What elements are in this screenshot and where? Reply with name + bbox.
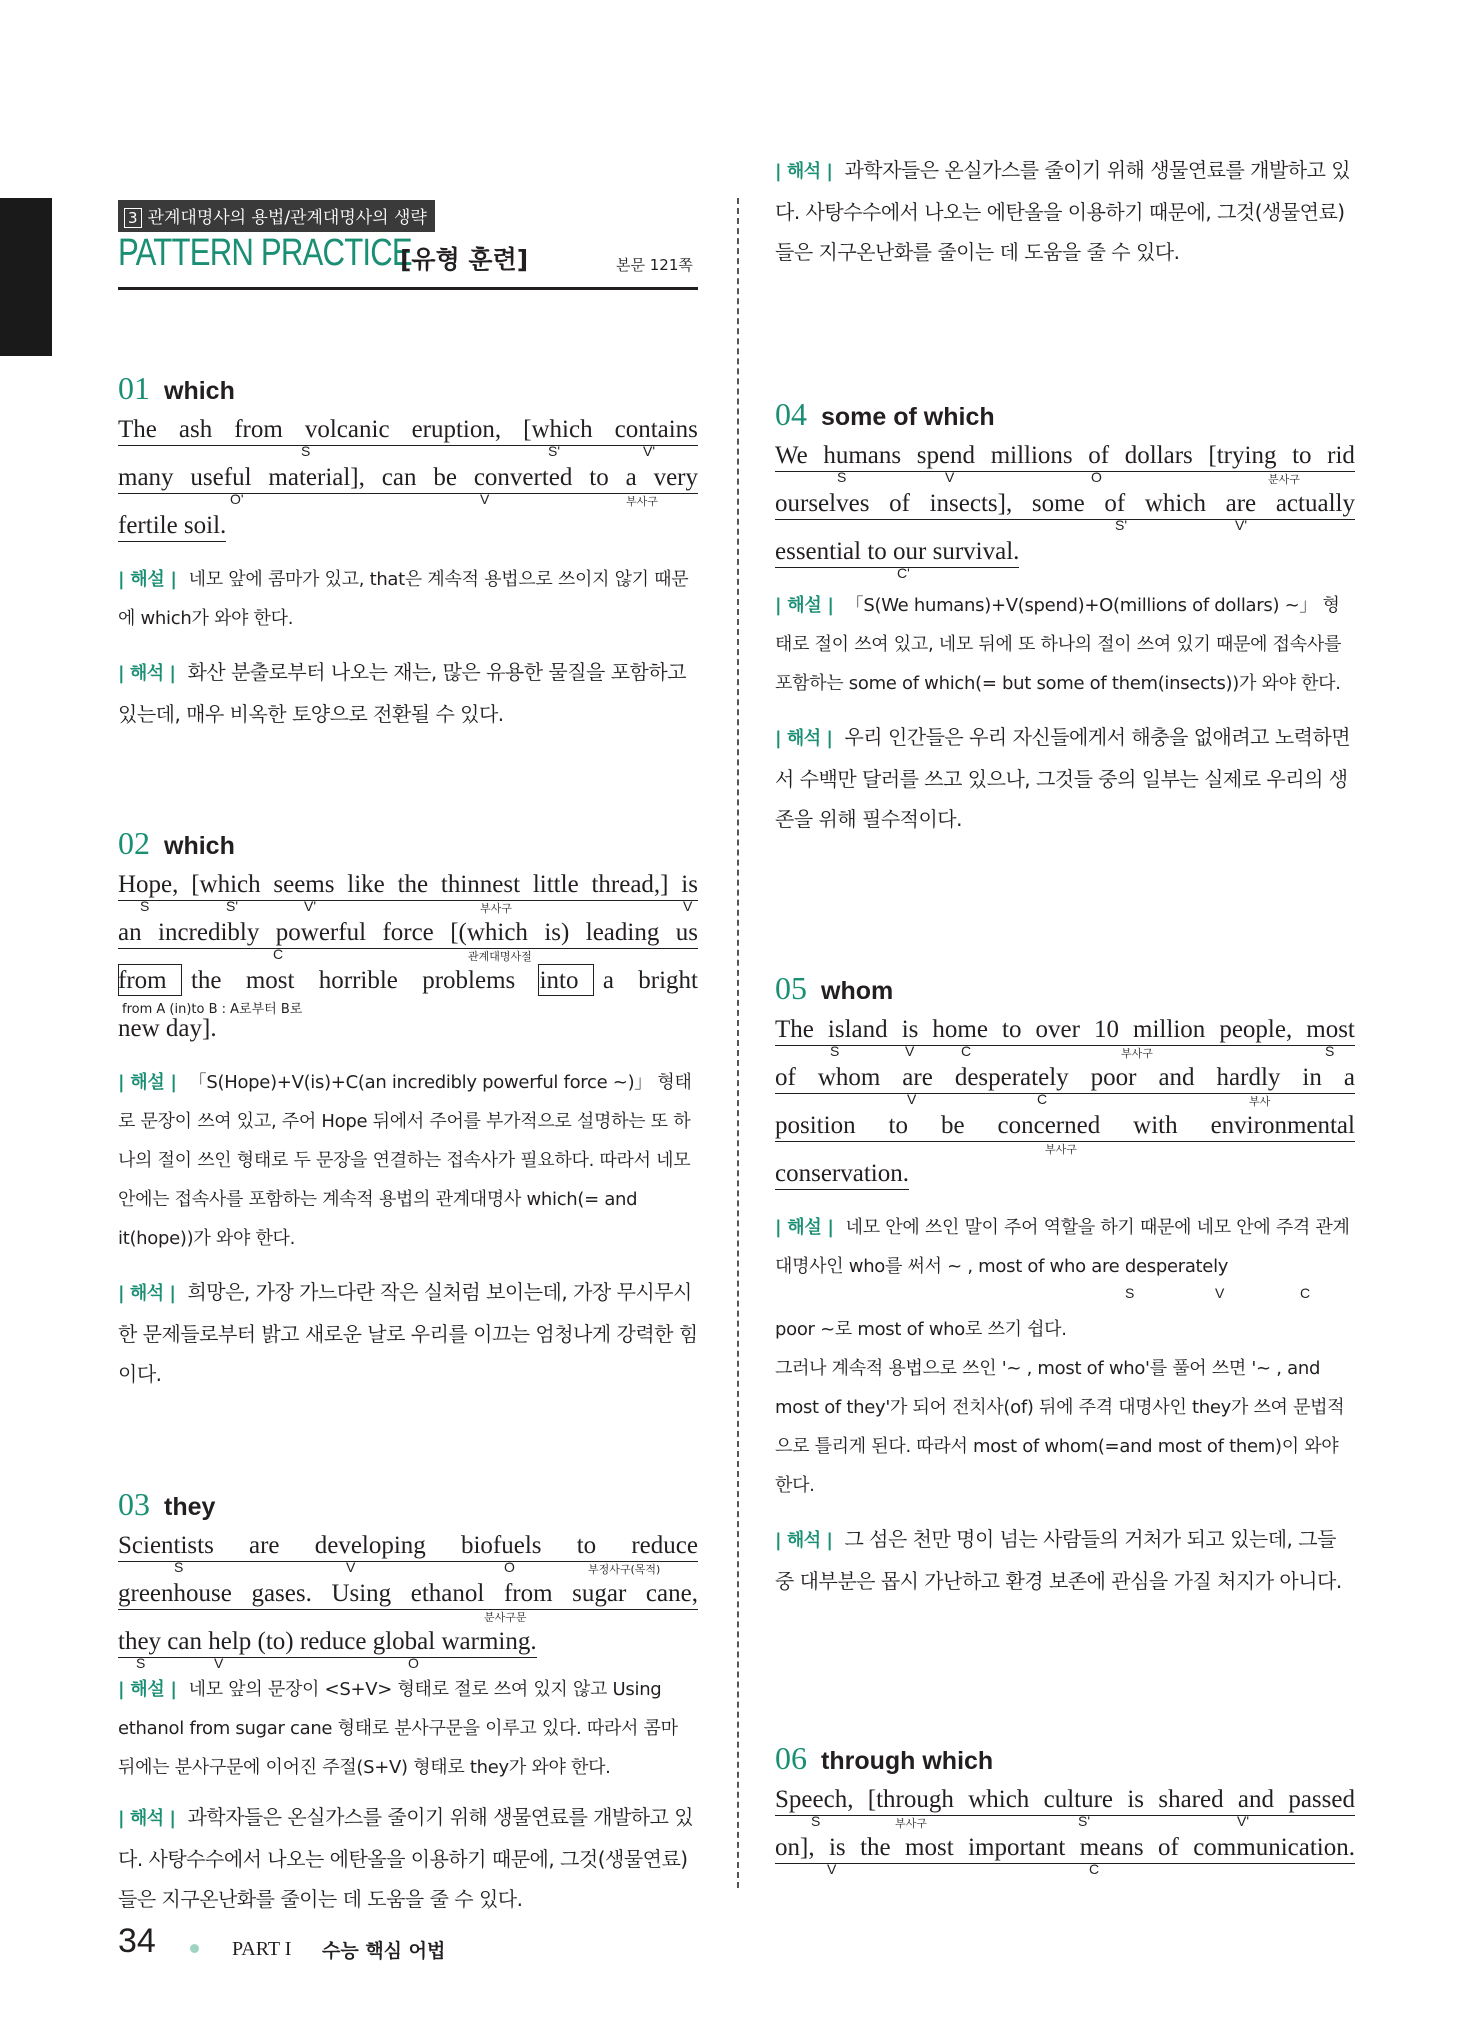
practice-item-03 xyxy=(118,1486,698,1911)
sentence-line xyxy=(775,1010,1355,1058)
footer-dot xyxy=(190,1944,199,1953)
explain-text: 네모 안에 쓰인 말이 주어 역할을 하기 때문에 네모 안에 주격 관계대명사인 who를 써서 ~ , most of who are desperately xyxy=(775,1217,1350,1277)
grammar-annotation: 관계대명사절 xyxy=(468,950,532,963)
translation xyxy=(118,1797,698,1911)
grammar-annotation: S xyxy=(1325,1043,1335,1059)
explain-text: 그러나 계속적 용법으로 쓰인 '~ , most of who'를 풀어 쓰면 '~ , and most of they'가 되어 전치사(of) 뒤에 주격 대명사인 they가 쓰여 문법적으로 틀리게 된다. 따라서 most of whom(=and most of them)이 와야 한다. xyxy=(775,1358,1345,1496)
page-title: PATTERN PRACTICE xyxy=(118,232,412,274)
grammar-annotation: V' xyxy=(1237,1813,1250,1829)
translate-text: 과학자들은 온실가스를 줄이기 위해 생물연료를 개발하고 있다. 사탕수수에서 나오는 에탄올을 이용하기 때문에, 그것(생물연료)들은 지구온난화를 줄이는 데 도움을 줄 수 있다. xyxy=(118,1805,694,1911)
chapter-tab-marker xyxy=(0,198,52,356)
sentence-text: The ash from volcanic eruption, [which contains xyxy=(118,416,698,446)
explanation xyxy=(775,586,1355,703)
translate-text: 과학자들은 온실가스를 줄이기 위해 생물연료를 개발하고 있다. 사탕수수에서 나오는 에탄올을 이용하기 때문에, 그것(생물연료)들은 지구온난화를 줄이는 데 도움을 줄 수 있다. xyxy=(775,158,1351,264)
grammar-annotation: O xyxy=(1091,469,1102,485)
grammar-annotation: S xyxy=(837,469,847,485)
practice-item-04 xyxy=(775,396,1355,839)
item-answer: whom xyxy=(821,977,894,1005)
explain-text: 네모 앞에 콤마가 있고, that은 계속적 용법으로 쓰이지 않기 때문에 which가 와야 한다. xyxy=(118,569,689,629)
sentence-line xyxy=(118,1009,698,1057)
translate-label: | 해석 | xyxy=(775,161,833,182)
grammar-annotation: C xyxy=(273,946,284,962)
practice-item-01 xyxy=(118,370,698,734)
grammar-annotation: O xyxy=(408,1655,419,1671)
sentence-text: on], is the most important means of communication. xyxy=(775,1834,1355,1864)
item-answer: through which xyxy=(821,1747,994,1775)
sentence-text: Hope, [which seems like the thinnest little thread,] is xyxy=(118,871,698,901)
translation xyxy=(118,652,698,734)
sentence-line xyxy=(775,1780,1355,1828)
grammar-annotation: S xyxy=(140,898,150,914)
grammar-annotation: V xyxy=(683,898,693,914)
item-number: 05 xyxy=(775,970,807,1006)
sentence-text: essential to our survival. xyxy=(775,538,1019,568)
grammar-annotation: C xyxy=(1089,1861,1100,1877)
translate-text: 그 섬은 천만 명이 넘는 사람들의 거처가 되고 있는데, 그들 중 대부분은 몹시 가난하고 환경 보존에 관심을 가질 처지가 아니다. xyxy=(775,1527,1342,1593)
boxed-word xyxy=(538,964,594,996)
explanation xyxy=(118,1670,698,1787)
grammar-annotation: S xyxy=(811,1813,821,1829)
translation-continued xyxy=(775,158,1355,310)
sentence-line xyxy=(118,458,698,506)
page-title-korean: [유형 훈련] xyxy=(400,245,529,274)
footer-part-title: 수능 핵심 어법 xyxy=(322,1940,446,1962)
sentence-text: fertile soil. xyxy=(118,512,226,542)
grammar-annotation: S xyxy=(136,1655,146,1671)
translate-label: | 해석 | xyxy=(118,663,176,684)
grammar-annotation: V xyxy=(905,1043,915,1059)
grammar-annotation: V xyxy=(214,1655,224,1671)
sentence-line xyxy=(118,961,698,1017)
grammar-annotation: S' xyxy=(226,898,239,914)
sentence-text: Speech, [through which culture is shared and passed xyxy=(775,1786,1355,1816)
sentence-text: position to be concerned with environmental xyxy=(775,1112,1355,1142)
column-divider xyxy=(737,198,739,1888)
sentence-text: greenhouse gases. Using ethanol from sugar cane, xyxy=(118,1580,698,1610)
grammar-annotation: V xyxy=(1215,1285,1225,1301)
explanation xyxy=(775,1208,1355,1505)
explain-label: | 해설 | xyxy=(118,1679,177,1700)
grammar-annotation: V' xyxy=(304,898,317,914)
grammar-annotation: V xyxy=(907,1091,917,1107)
grammar-annotation: V xyxy=(346,1559,356,1575)
sentence-line xyxy=(118,913,698,961)
translate-label: | 해석 | xyxy=(118,1808,176,1829)
grammar-annotation: 분사구 xyxy=(1268,473,1300,486)
chapter-title: 관계대명사의 용법/관계대명사의 생략 xyxy=(147,208,427,228)
grammar-annotation: 부사구 xyxy=(895,1817,927,1830)
grammar-annotation: S' xyxy=(548,443,561,459)
grammar-annotation: S xyxy=(830,1043,840,1059)
explain-label: | 해설 | xyxy=(775,1217,834,1238)
grammar-annotation: V' xyxy=(643,443,656,459)
practice-item-02 xyxy=(118,825,698,1394)
sentence-text: We humans spend millions of dollars [trying to rid xyxy=(775,442,1355,472)
grammar-annotation: S xyxy=(301,443,311,459)
grammar-annotation: 부사구 xyxy=(480,902,512,915)
translate-text: 화산 분출로부터 나오는 재는, 많은 유용한 물질을 포함하고 있는데, 매우 비옥한 토양으로 전환될 수 있다. xyxy=(118,660,687,726)
page-number: 34 xyxy=(118,1922,156,1960)
sentence-line xyxy=(118,410,698,458)
translate-label: | 해석 | xyxy=(118,1283,176,1304)
sentence-text: many useful material], can be converted to a very xyxy=(118,464,698,494)
grammar-annotation: S xyxy=(174,1559,184,1575)
practice-item-06 xyxy=(775,1740,1355,1876)
item-number: 02 xyxy=(118,825,150,861)
item-answer: some of which xyxy=(821,403,995,431)
grammar-annotation: V xyxy=(827,1861,837,1877)
translate-text: 희망은, 가장 가느다란 작은 실처럼 보이는데, 가장 무시무시한 문제들로부터 밝고 새로운 날로 우리를 이끄는 엄청나게 강력한 힘이다. xyxy=(118,1280,698,1386)
translate-text: 우리 인간들은 우리 자신들에게서 해충을 없애려고 노력하면서 수백만 달러를 쓰고 있으나, 그것들 중의 일부는 실제로 우리의 생존을 위해 필수적이다. xyxy=(775,725,1351,831)
item-number: 06 xyxy=(775,1740,807,1776)
translate-label: | 해석 | xyxy=(775,728,833,749)
sentence-line xyxy=(775,1828,1355,1876)
sentence-line xyxy=(775,1154,1355,1202)
sentence-text: ourselves of insects], some of which are actually xyxy=(775,490,1355,520)
sentence-line xyxy=(118,865,698,913)
grammar-annotation: O xyxy=(504,1559,515,1575)
grammar-annotation: S xyxy=(1125,1285,1135,1301)
grammar-annotation: 부사구 xyxy=(1045,1143,1077,1156)
chapter-number: 3 xyxy=(124,208,142,228)
item-number: 01 xyxy=(118,370,150,406)
grammar-annotation: S' xyxy=(1078,1813,1091,1829)
sentence-line xyxy=(775,484,1355,532)
explanation xyxy=(118,1063,698,1258)
grammar-annotation: C xyxy=(1037,1091,1048,1107)
explain-text: 「S(Hope)+V(is)+C(an incredibly powerful force ~)」 형태로 문장이 쓰여 있고, 주어 Hope 뒤에서 주어를 부가적으로 설명하는 또 하나의 절이 쓰인 형태로 두 문장을 연결하는 접속사가 필요하다. 따라서 네모 안에는 접속사를 포함하는 계속적 용법의 관계대명사 which(= and it(hope))가 와야 한다. xyxy=(118,1072,692,1249)
translate-label: | 해석 | xyxy=(775,1530,833,1551)
explanation xyxy=(118,560,698,638)
grammar-annotation: C xyxy=(1300,1285,1310,1301)
item-number: 03 xyxy=(118,1486,150,1522)
sentence-line xyxy=(118,506,698,554)
grammar-annotation: 부정사구(목적) xyxy=(588,1563,661,1576)
grammar-annotation: C' xyxy=(897,565,910,581)
boxed-word xyxy=(118,964,182,996)
item-answer: they xyxy=(164,1493,216,1521)
sentence-line xyxy=(775,1058,1355,1106)
sentence-line xyxy=(775,532,1355,580)
explain-text: 「S(We humans)+V(spend)+O(millions of dollars) ~」 형태로 절이 쓰여 있고, 네모 뒤에 또 하나의 절이 쓰여 있기 때문에 접속사를 포함하는 some of which(= but some of them(insects))가 와야 한다. xyxy=(775,595,1342,694)
translation xyxy=(775,717,1355,839)
grammar-annotation: S' xyxy=(1115,517,1128,533)
grammar-annotation: C xyxy=(961,1043,972,1059)
footer-part: PART I xyxy=(232,1938,292,1960)
practice-item-05 xyxy=(775,970,1355,1601)
sentence-text: of whom are desperately poor and hardly in a xyxy=(775,1064,1355,1094)
sentence-text: an incredibly powerful force [(which is) leading us xyxy=(118,919,698,949)
grammar-annotation: V' xyxy=(1235,517,1248,533)
item-number: 04 xyxy=(775,396,807,432)
item-answer: which xyxy=(164,832,235,860)
grammar-annotation: V xyxy=(480,491,490,507)
grammar-annotation: O' xyxy=(230,491,244,507)
page-reference: 본문 121쪽 xyxy=(616,256,693,274)
item-answer: which xyxy=(164,377,235,405)
sentence-line xyxy=(118,1574,698,1622)
grammar-annotation: from A (in)to B : A로부터 B로 xyxy=(122,1002,303,1017)
sentence-text: The island is home to over 10 million people, most xyxy=(775,1016,1355,1046)
grammar-annotation: 분사구문 xyxy=(484,1611,527,1624)
explain-text: poor ~로 most of who로 쓰기 쉽다. xyxy=(775,1319,1067,1340)
translation xyxy=(118,1272,698,1394)
explain-label: | 해설 | xyxy=(775,595,834,616)
explain-label: | 해설 | xyxy=(118,1072,177,1093)
grammar-annotation: 부사구 xyxy=(1121,1047,1153,1060)
sentence-text: they can help (to) reduce global warming. xyxy=(118,1628,537,1658)
chapter-label xyxy=(118,200,435,232)
sentence-line xyxy=(775,1106,1355,1154)
grammar-annotation: V xyxy=(945,469,955,485)
sentence-line xyxy=(775,436,1355,484)
sentence-text: new day]. xyxy=(118,1015,217,1042)
sentence-line xyxy=(118,1526,698,1574)
sentence-text: conservation. xyxy=(775,1160,909,1190)
grammar-annotation: 부사구 xyxy=(626,495,658,508)
explain-text: 네모 앞의 문장이 <S+V> 형태로 절로 쓰여 있지 않고 Using ethanol from sugar cane 형태로 분사구문을 이루고 있다. 따라서 콤마 뒤에는 분사구문에 이어진 주절(S+V) 형태로 they가 와야 한다. xyxy=(118,1679,678,1778)
explain-label: | 해설 | xyxy=(118,569,177,590)
sentence-text: Scientists are developing biofuels to reduce xyxy=(118,1532,698,1562)
translation xyxy=(775,1519,1355,1601)
sentence-line xyxy=(118,1622,698,1670)
grammar-annotation: 부사 xyxy=(1249,1095,1271,1108)
title-rule xyxy=(118,287,698,290)
sentence-text: from the most horrible problems into a bright xyxy=(118,967,698,994)
